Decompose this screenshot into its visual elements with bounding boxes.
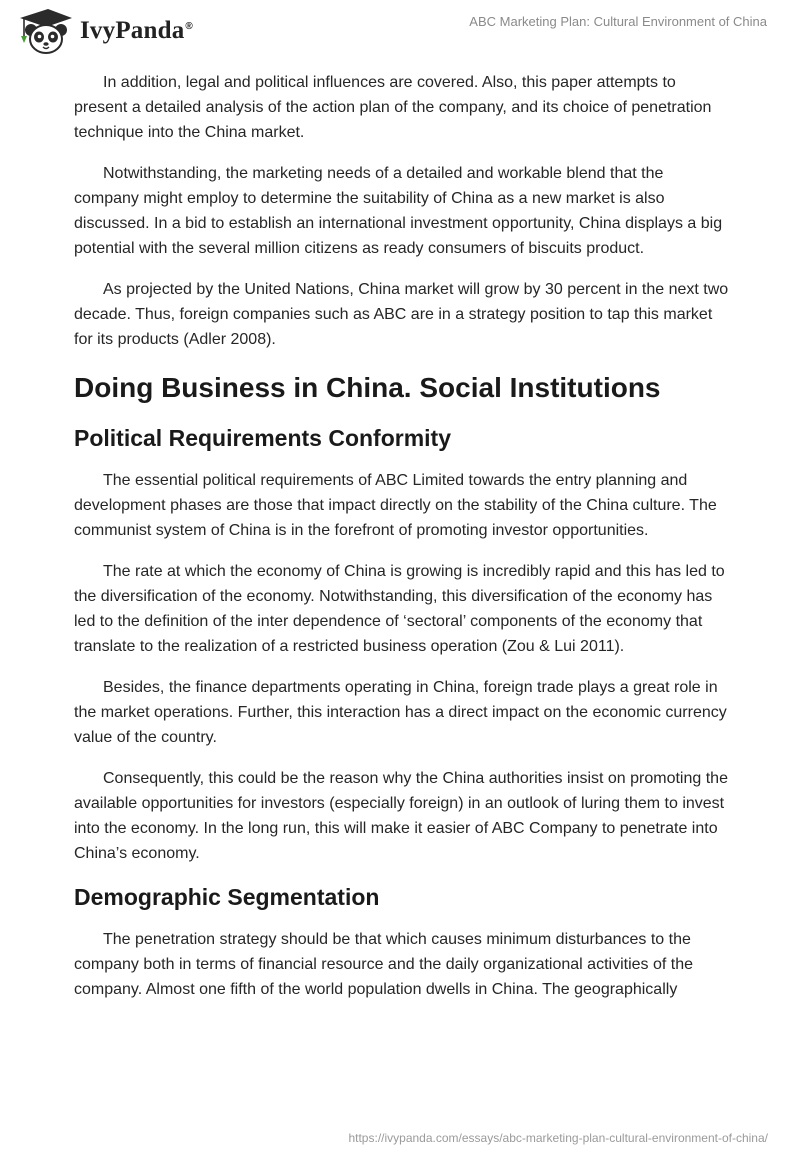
subsection-heading: Demographic Segmentation [74,884,380,910]
paragraph: Notwithstanding, the marketing needs of a detailed and workable blend that the company might employ to determine the suitability of China as a new market is also discussed. In a bid to establish an international investment opportunity, China displays a big potential with the several million citizens as ready consumers of biscuits product. [74,165,723,257]
paragraph: The essential political requirements of ABC Limited towards the entry planning and development phases are those that impact directly on the stability of the China culture. The communist system of China is in the forefront of promoting investor opportunities. [74,472,717,539]
section-heading: Doing Business in China. Social Institutions [74,372,661,403]
panda-graduate-icon [12,6,74,56]
registered-mark: ® [185,20,193,32]
source-url[interactable]: https://ivypanda.com/essays/abc-marketing-plan-cultural-environment-of-china/ [348,1131,768,1145]
paragraph: The rate at which the economy of China is growing is incredibly rapid and this has led to the diversification of the economy. Notwithstanding, this diversification of the economy has led to the definition of the inter dependence of ‘sectoral’ components of the economy that translate to the realization of a restricted business operation (Zou & Lui 2011). [74,563,725,655]
document-title: ABC Marketing Plan: Cultural Environment of China [469,14,767,29]
paragraph: Consequently, this could be the reason why the China authorities insist on promoting the available opportunities for investors (especially foreign) in an outlook of luring them to invest into the economy. In the long run, this will make it easier of ABC Company to penetrate into China’s economy. [74,770,728,862]
essay-content [74,70,730,1018]
subsection-heading: Political Requirements Conformity [74,425,452,451]
ivypanda-logo[interactable] [12,6,193,56]
paragraph: Besides, the finance departments operating in China, foreign trade plays a great role in the market operations. Further, this interaction has a direct impact on the economic currency value of the country. [74,679,727,746]
paragraph: In addition, legal and political influences are covered. Also, this paper attempts to present a detailed analysis of the action plan of the company, and its choice of penetration technique into the China market. [74,74,712,141]
paragraph: The penetration strategy should be that which causes minimum disturbances to the company both in terms of financial resource and the daily organizational activities of the company. Almost one fifth of the world population dwells in China. The geographically [74,931,694,998]
page-header [0,0,800,64]
logo-wordmark: IvyPanda® [80,17,193,44]
paragraph: As projected by the United Nations, China market will grow by 30 percent in the next two decade. Thus, foreign companies such as ABC are in a strategy position to tap this market for its products (Adler 2008). [74,281,729,348]
